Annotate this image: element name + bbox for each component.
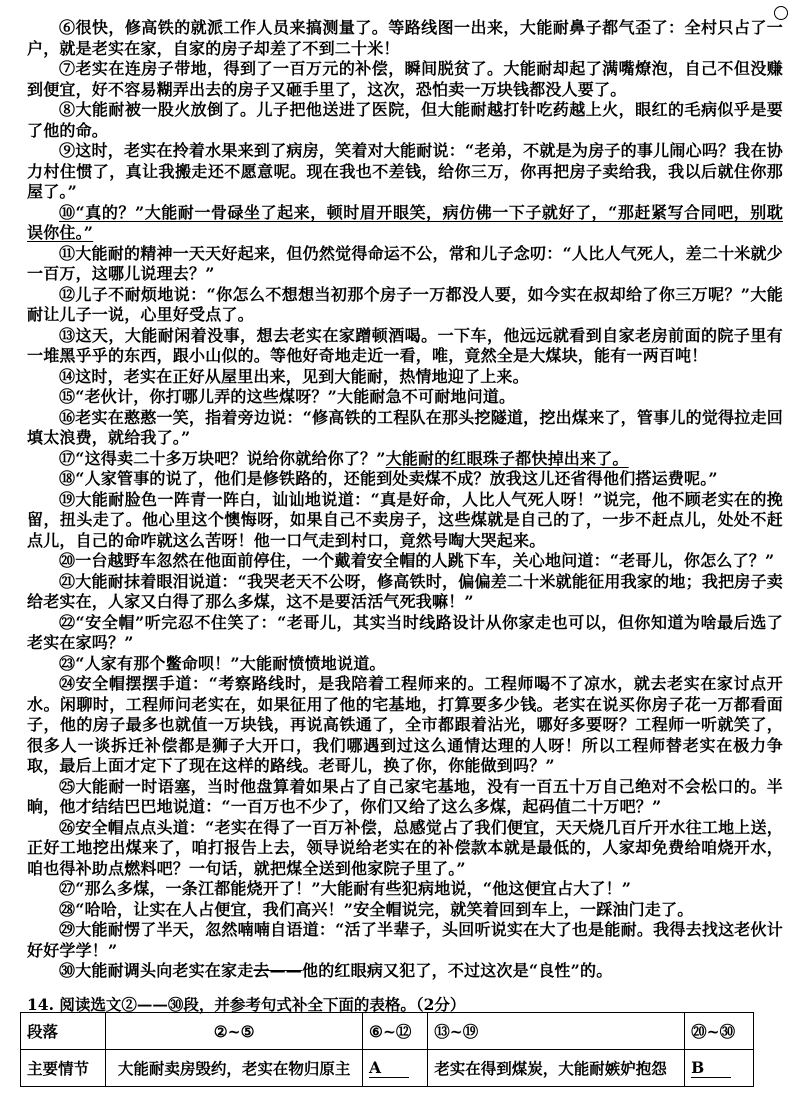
paragraph-13: ⑬这天，大能耐闲着没事，想去老实在家蹭顿酒喝。一下车，他远远就看到自家老房前面的院子里有一堆黑乎乎的东西，跟小山似的。等他好奇地走近一看，唯，竟然全是大煤块，能有一两百吨！ xyxy=(27,325,783,365)
paragraph-20: ⑳一台越野车忽然在他面前停住，一个戴着安全帽的人跳下车，关心地问道：“老哥儿，你怎么了？” xyxy=(59,551,775,570)
paragraph-14: ⑭这时，老实在正好从屋里出来，见到大能耐，热情地迎了上来。 xyxy=(59,366,529,386)
answer-blank-b[interactable] xyxy=(685,1050,754,1087)
story-text xyxy=(27,18,783,982)
paragraph-24: ㉔安全帽摆摆手道：“考察路线时，是我陪着工程师来的。工程师喝不了凉水，就去老实在家讨点开水。闲聊时，工程师问老实在，如果征用了他的宅基地，打算要多少钱。老实在说买你房子花一万都看面子，他的房子最多也就值一万块钱，再说高铁通了，全市都跟着沾光，哪好多要呀？工程师一听就笑了，很多人一谈拆迁补偿都是狮子大开口，我们哪遇到过这么通情达理的人呀！所以工程师替老实在极力争取，最后上面才定下了现在这样的路线。老哥儿，换了你，你能做到吗？” xyxy=(27,674,783,775)
paragraph-23: ㉓“人家有那个鳖命呗！”大能耐愤愤地说道。 xyxy=(59,653,386,673)
paragraph-30: ㉚大能耐调头向老实在家走去——他的红眼病又犯了，不过这次是“良性”的。 xyxy=(59,961,613,980)
question-14: 14. 阅读选文②——㉚段，并参考句式补全下面的表格。（2分） xyxy=(27,995,466,1014)
table-cell: ②~⑤ xyxy=(106,1013,363,1050)
paragraph-15: ⑮“老伙计，你打哪儿弄的这些煤呀？”大能耐急不可耐地问道。 xyxy=(59,387,516,406)
blank-label-a: A xyxy=(369,1058,409,1078)
paragraph-16: ⑯老实在憨憨一笑，指着旁边说：“修高铁的工程队在那头挖隧道，挖出煤来了，管事儿的觉得拉走回填太浪费，就给我了。” xyxy=(27,407,783,447)
answer-blank-a[interactable] xyxy=(363,1050,428,1087)
table-row xyxy=(21,1050,754,1087)
paragraph-25: ㉕大能耐一时语塞，当时他盘算着如果占了自己家宅基地，没有一百五十万自己绝对不会松口的。半晌，他才结结巴巴地说道：“一百万也不少了，你们又给了这么多煤，起码值二十万吧？” xyxy=(27,776,783,816)
paragraph-19: ⑲大能耐脸色一阵青一阵白，讪讪地说道：“真是好命，人比人气死人呀！”说完，他不顾老实在的挽留，扭头走了。他心里这个懊悔呀，如果自己不卖房子，这些煤就是自己的了，一步不赶点儿，处处不赶点儿，自己的命咋就这么苦呀！他一口气走到村口，竟然号啕大哭起来。 xyxy=(27,489,783,550)
table-cell: 主要情节 xyxy=(21,1050,106,1087)
table-cell: 老实在得到煤炭，大能耐嫉妒抱怨 xyxy=(428,1050,685,1087)
paragraph-27: ㉗“那么多煤，一条江都能烧开了！”大能耐有些犯病地说，“他这便宜占大了！” xyxy=(59,879,632,898)
paragraph-12: ⑫儿子不耐烦地说：“你怎么不想想当初那个房子一万都没人要，如今实在叔却给了你三万呢？”大能耐让儿子一说，心里好受点了。 xyxy=(27,284,783,324)
paragraph-8: ⑧大能耐被一股火放倒了。儿子把他送进了医院，但大能耐越打针吃药越上火，眼红的毛病似乎是要了他的命。 xyxy=(27,100,783,140)
answer-table xyxy=(20,1012,754,1087)
blank-label-b: B xyxy=(691,1058,731,1078)
table-cell: 段落 xyxy=(21,1013,106,1050)
paragraph-11: ⑪大能耐的精神一天天好起来，但仍然觉得命运不公，常和儿子念叨：“人比人气死人，差二十米就少一百万，这哪儿说理去？” xyxy=(27,243,783,283)
paragraph-28: ㉘“哈哈，让实在人占便宜，我们高兴！”安全帽说完，就笑着回到车上，一踩油门走了。 xyxy=(59,899,694,919)
struck-fragment: 去—— xyxy=(253,961,303,980)
paragraph-6: ⑥很快，修高铁的就派工作人员来搞测量了。等路线图一出来，大能耐鼻子都气歪了：全村只占了一户，就是老实在家，自家的房子却差了不到二十米！ xyxy=(27,18,783,58)
table-row xyxy=(21,1013,754,1050)
paragraph-26: ㉖安全帽点点头道：“老实在得了一百万补偿，总感觉占了我们便宜，天天烧几百斤开水往工地上送，正好工地挖出煤来了，咱打报告上去，领导说给老实在的补偿款本就是最低的，人家却免费给咱烧开水，咱也得补助点燃料吧？一句话，就把煤全送到他家院子里了。” xyxy=(27,817,783,878)
table-cell: ⑬~⑲ xyxy=(428,1013,685,1050)
table-cell: ⑳~㉚ xyxy=(685,1013,754,1050)
paragraph-21: ㉑大能耐抹着眼泪说道：“我哭老天不公呀，修高铁时，偏偏差二十米就能征用我家的地；我把房子卖给老实在，人家又白得了那么多煤，这不是要活活气死我嘛！” xyxy=(27,571,783,611)
paragraph-18: ⑱“人家管事的说了，他们是修铁路的，还能到处卖煤不成？放我这儿还省得他们搭运费呢。” xyxy=(59,469,718,488)
paragraph-17-text: ⑰“这得卖二十多万块吧？说给你就给你了？” xyxy=(59,448,386,468)
paragraph-29: ㉙大能耐愣了半天，忽然喃喃自语道：“活了半辈子，头回听说实在大了也是能耐。我得去找这老伙计好好学学！” xyxy=(27,920,783,960)
paragraph-10-underlined: ⑩“真的？”大能耐一骨碌坐了起来，顿时眉开眼笑，病仿佛一下子就好了，“那赶紧写合同吧，别耽误你住。” xyxy=(27,202,783,242)
paragraph-17-underlined: 大能耐的红眼珠子都快掉出来了。 xyxy=(385,448,629,468)
table-cell: 大能耐卖房毁约，老实在物归原主 xyxy=(106,1050,363,1087)
paragraph-9: ⑨这时，老实在拎着水果来到了病房，笑着对大能耐说：“老弟，不就是为房子的事儿闹心吗？我在协力村住惯了，真让我搬走还不愿意呢。现在我也不差钱，给你三万，你再把房子卖给我，我以后就住你那屋了。” xyxy=(27,141,783,201)
paragraph-7: ⑦老实在连房子带地，得到了一百万元的补偿，瞬间脱贫了。大能耐却起了满嘴燎泡，自己不但没赚到便宜，好不容易糊弄出去的房子又砸手里了，这次，恐怕卖一万块钱都没人要了。 xyxy=(27,59,783,99)
paragraph-17 xyxy=(27,449,783,470)
table-cell: ⑥~⑫ xyxy=(363,1013,428,1050)
paragraph-22: ㉒“安全帽”听完忍不住笑了：“老哥儿，其实当时线路设计从你家走也可以，但你知道为啥最后选了老实在家吗？” xyxy=(27,612,783,652)
